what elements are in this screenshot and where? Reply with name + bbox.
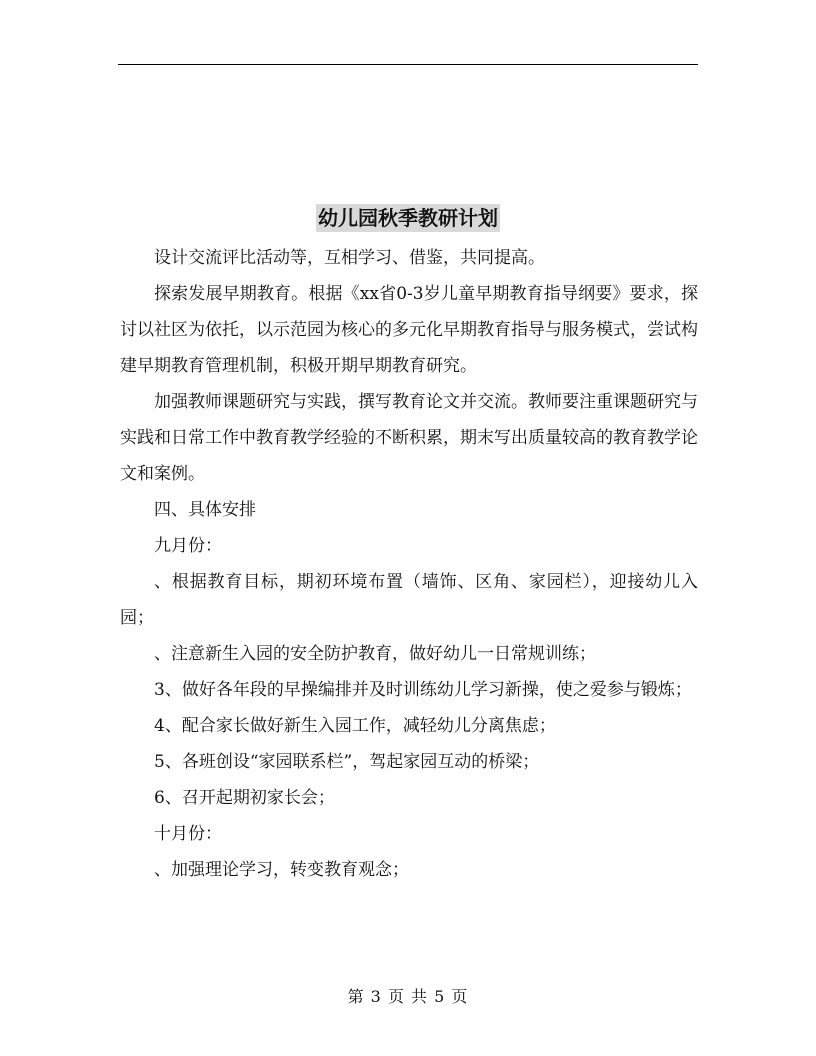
list-item: 3、做好各年段的早操编排并及时训练幼儿学习新操，使之爱参与锻炼； <box>154 680 692 700</box>
month-heading: 十月份： <box>154 824 222 844</box>
document-title: 幼儿园秋季教研计划 <box>318 206 498 230</box>
list-item: 、加强理论学习，转变教育观念； <box>154 860 409 880</box>
list-item: 6、召开起期初家长会； <box>154 788 335 808</box>
list-item: 4、配合家长做好新生入园工作，减轻幼儿分离焦虑； <box>154 716 556 736</box>
paragraph: 设计交流评比活动等，互相学习、借鉴，共同提高。 <box>154 248 545 268</box>
section-heading: 四、具体安排 <box>154 500 256 520</box>
page-number-text: 第 3 页 共 5 页 <box>347 987 469 1006</box>
document-body <box>120 240 698 888</box>
list-item: 、注意新生入园的安全防护教育，做好幼儿一日常规训练； <box>154 644 596 664</box>
page-footer <box>0 986 816 1008</box>
paragraph: 加强教师课题研究与实践，撰写教育论文并交流。教师要注重课题研究与实践和日常工作中教育教学经验的不断积累，期末写出质量较高的教育教学论文和案例。 <box>120 392 698 484</box>
month-heading: 九月份： <box>154 536 222 556</box>
header-rule <box>118 64 698 65</box>
paragraph: 探索发展早期教育。根据《xx省0-3岁儿童早期教育指导纲要》要求，探讨以社区为依托，以示范园为核心的多元化早期教育指导与服务模式，尝试构建早期教育管理机制，积极开期早期教育研究。 <box>120 284 698 376</box>
list-item: 5、各班创设“家园联系栏”，驾起家园互动的桥梁； <box>154 752 540 772</box>
title-container <box>0 204 816 232</box>
list-item: 、根据教育目标，期初环境布置（墙饰、区角、家园栏），迎接幼儿入园； <box>120 572 698 628</box>
